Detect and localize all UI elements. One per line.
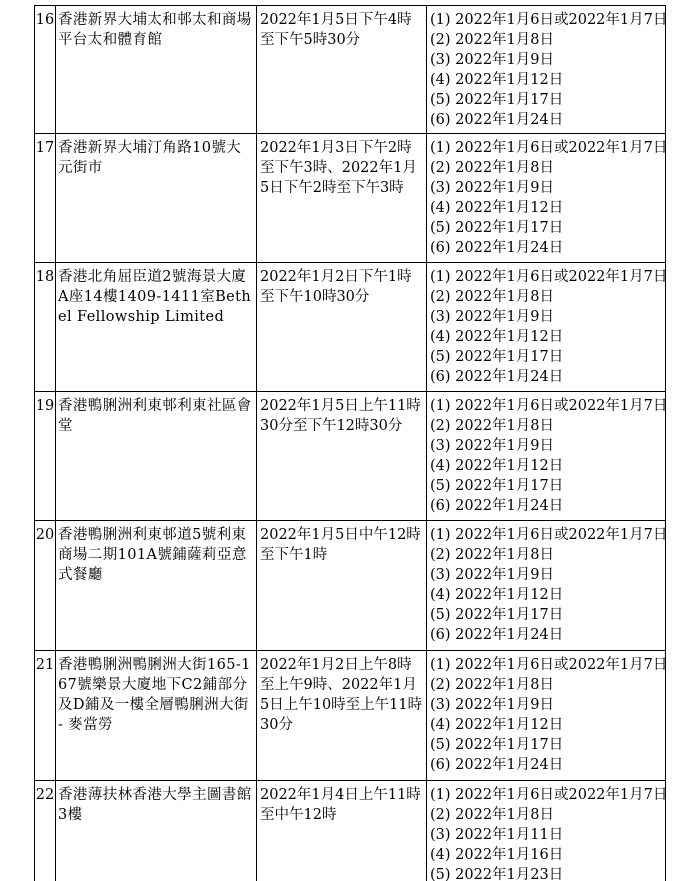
test-date: (3) 2022年1月9日 [430, 438, 555, 454]
test-dates-cell [427, 392, 666, 521]
test-dates-cell [427, 651, 666, 781]
row-number: 21 [35, 651, 56, 781]
test-dates-cell [427, 134, 666, 263]
test-date: (2) 2022年1月8日 [430, 418, 555, 434]
visit-time-cell: 2022年1月2日上午8時至上午9時、2022年1月5日上午10時至上午11時30分 [257, 651, 427, 781]
test-date: (5) 2022年1月17日 [430, 349, 564, 365]
test-dates-cell [427, 6, 666, 134]
location-cell: 香港新界大埔汀角路10號大元街市 [56, 134, 257, 263]
test-date: (3) 2022年1月9日 [430, 309, 555, 325]
visit-time-cell: 2022年1月5日下午4時至下午5時30分 [257, 6, 427, 134]
test-date: (2) 2022年1月8日 [430, 289, 555, 305]
test-dates-cell [427, 521, 666, 651]
test-date: (2) 2022年1月8日 [430, 32, 555, 48]
test-date: (2) 2022年1月8日 [430, 160, 555, 176]
test-date: (1) 2022年1月6日或2022年1月7日 [430, 787, 668, 803]
test-date: (6) 2022年1月24日 [430, 627, 564, 643]
test-date: (1) 2022年1月6日或2022年1月7日 [430, 140, 668, 156]
location-cell: 香港北角屈臣道2號海景大廈A座14樓1409-1411室Bethel Fellowship Limited [56, 263, 257, 392]
row-number: 18 [35, 263, 56, 392]
visit-time-cell: 2022年1月3日下午2時至下午3時、2022年1月5日下午2時至下午3時 [257, 134, 427, 263]
test-date: (4) 2022年1月12日 [430, 200, 564, 216]
row-number: 20 [35, 521, 56, 651]
test-date: (6) 2022年1月24日 [430, 757, 564, 773]
test-date: (6) 2022年1月24日 [430, 369, 564, 385]
test-date: (1) 2022年1月6日或2022年1月7日 [430, 269, 668, 285]
visit-time-cell: 2022年1月5日上午11時30分至下午12時30分 [257, 392, 427, 521]
test-date: (2) 2022年1月8日 [430, 677, 555, 693]
visit-time-cell: 2022年1月2日下午1時至下午10時30分 [257, 263, 427, 392]
test-date: (3) 2022年1月9日 [430, 180, 555, 196]
test-date: (6) 2022年1月24日 [430, 240, 564, 256]
test-date: (4) 2022年1月12日 [430, 587, 564, 603]
table-row [35, 781, 666, 881]
testing-schedule-table [34, 5, 666, 881]
table-row [35, 651, 666, 781]
row-number: 17 [35, 134, 56, 263]
test-date: (5) 2022年1月17日 [430, 607, 564, 623]
test-date: (1) 2022年1月6日或2022年1月7日 [430, 398, 668, 414]
test-date: (4) 2022年1月12日 [430, 458, 564, 474]
table-row [35, 521, 666, 651]
test-date: (5) 2022年1月17日 [430, 220, 564, 236]
test-date: (2) 2022年1月8日 [430, 807, 555, 823]
location-cell: 香港新界大埔太和邨太和商場平台太和體育館 [56, 6, 257, 134]
test-date: (1) 2022年1月6日或2022年1月7日 [430, 527, 668, 543]
table-row [35, 134, 666, 263]
row-number: 22 [35, 781, 56, 881]
table-row [35, 6, 666, 134]
test-date: (5) 2022年1月17日 [430, 737, 564, 753]
visit-time-cell: 2022年1月5日中午12時至下午1時 [257, 521, 427, 651]
test-date: (3) 2022年1月9日 [430, 697, 555, 713]
test-date: (6) 2022年1月24日 [430, 112, 564, 128]
row-number: 16 [35, 6, 56, 134]
test-date: (4) 2022年1月12日 [430, 329, 564, 345]
test-date: (4) 2022年1月16日 [430, 847, 564, 863]
test-date: (3) 2022年1月9日 [430, 52, 555, 68]
row-number: 19 [35, 392, 56, 521]
test-date: (1) 2022年1月6日或2022年1月7日 [430, 12, 668, 28]
test-date: (4) 2022年1月12日 [430, 72, 564, 88]
table-row [35, 263, 666, 392]
test-date: (5) 2022年1月23日 [430, 867, 564, 881]
location-cell: 香港鴨脷洲利東邨利東社區會堂 [56, 392, 257, 521]
test-date: (2) 2022年1月8日 [430, 547, 555, 563]
table-row [35, 392, 666, 521]
test-date: (6) 2022年1月24日 [430, 498, 564, 514]
location-cell: 香港薄扶林香港大學主圖書館3樓 [56, 781, 257, 881]
test-date: (4) 2022年1月12日 [430, 717, 564, 733]
test-date: (5) 2022年1月17日 [430, 92, 564, 108]
location-cell: 香港鴨脷洲利東邨道5號利東商場二期101A號鋪薩莉亞意式餐廳 [56, 521, 257, 651]
test-dates-cell [427, 263, 666, 392]
visit-time-cell: 2022年1月4日上午11時至中午12時 [257, 781, 427, 881]
test-date: (1) 2022年1月6日或2022年1月7日 [430, 657, 668, 673]
location-cell: 香港鴨脷洲鴨脷洲大街165-167號樂景大廈地下C2鋪部分及D鋪及一樓全層鴨脷洲大街 - 麥當勞 [56, 651, 257, 781]
test-dates-cell [427, 781, 666, 881]
test-date: (5) 2022年1月17日 [430, 478, 564, 494]
test-date: (3) 2022年1月11日 [430, 827, 564, 843]
test-date: (3) 2022年1月9日 [430, 567, 555, 583]
